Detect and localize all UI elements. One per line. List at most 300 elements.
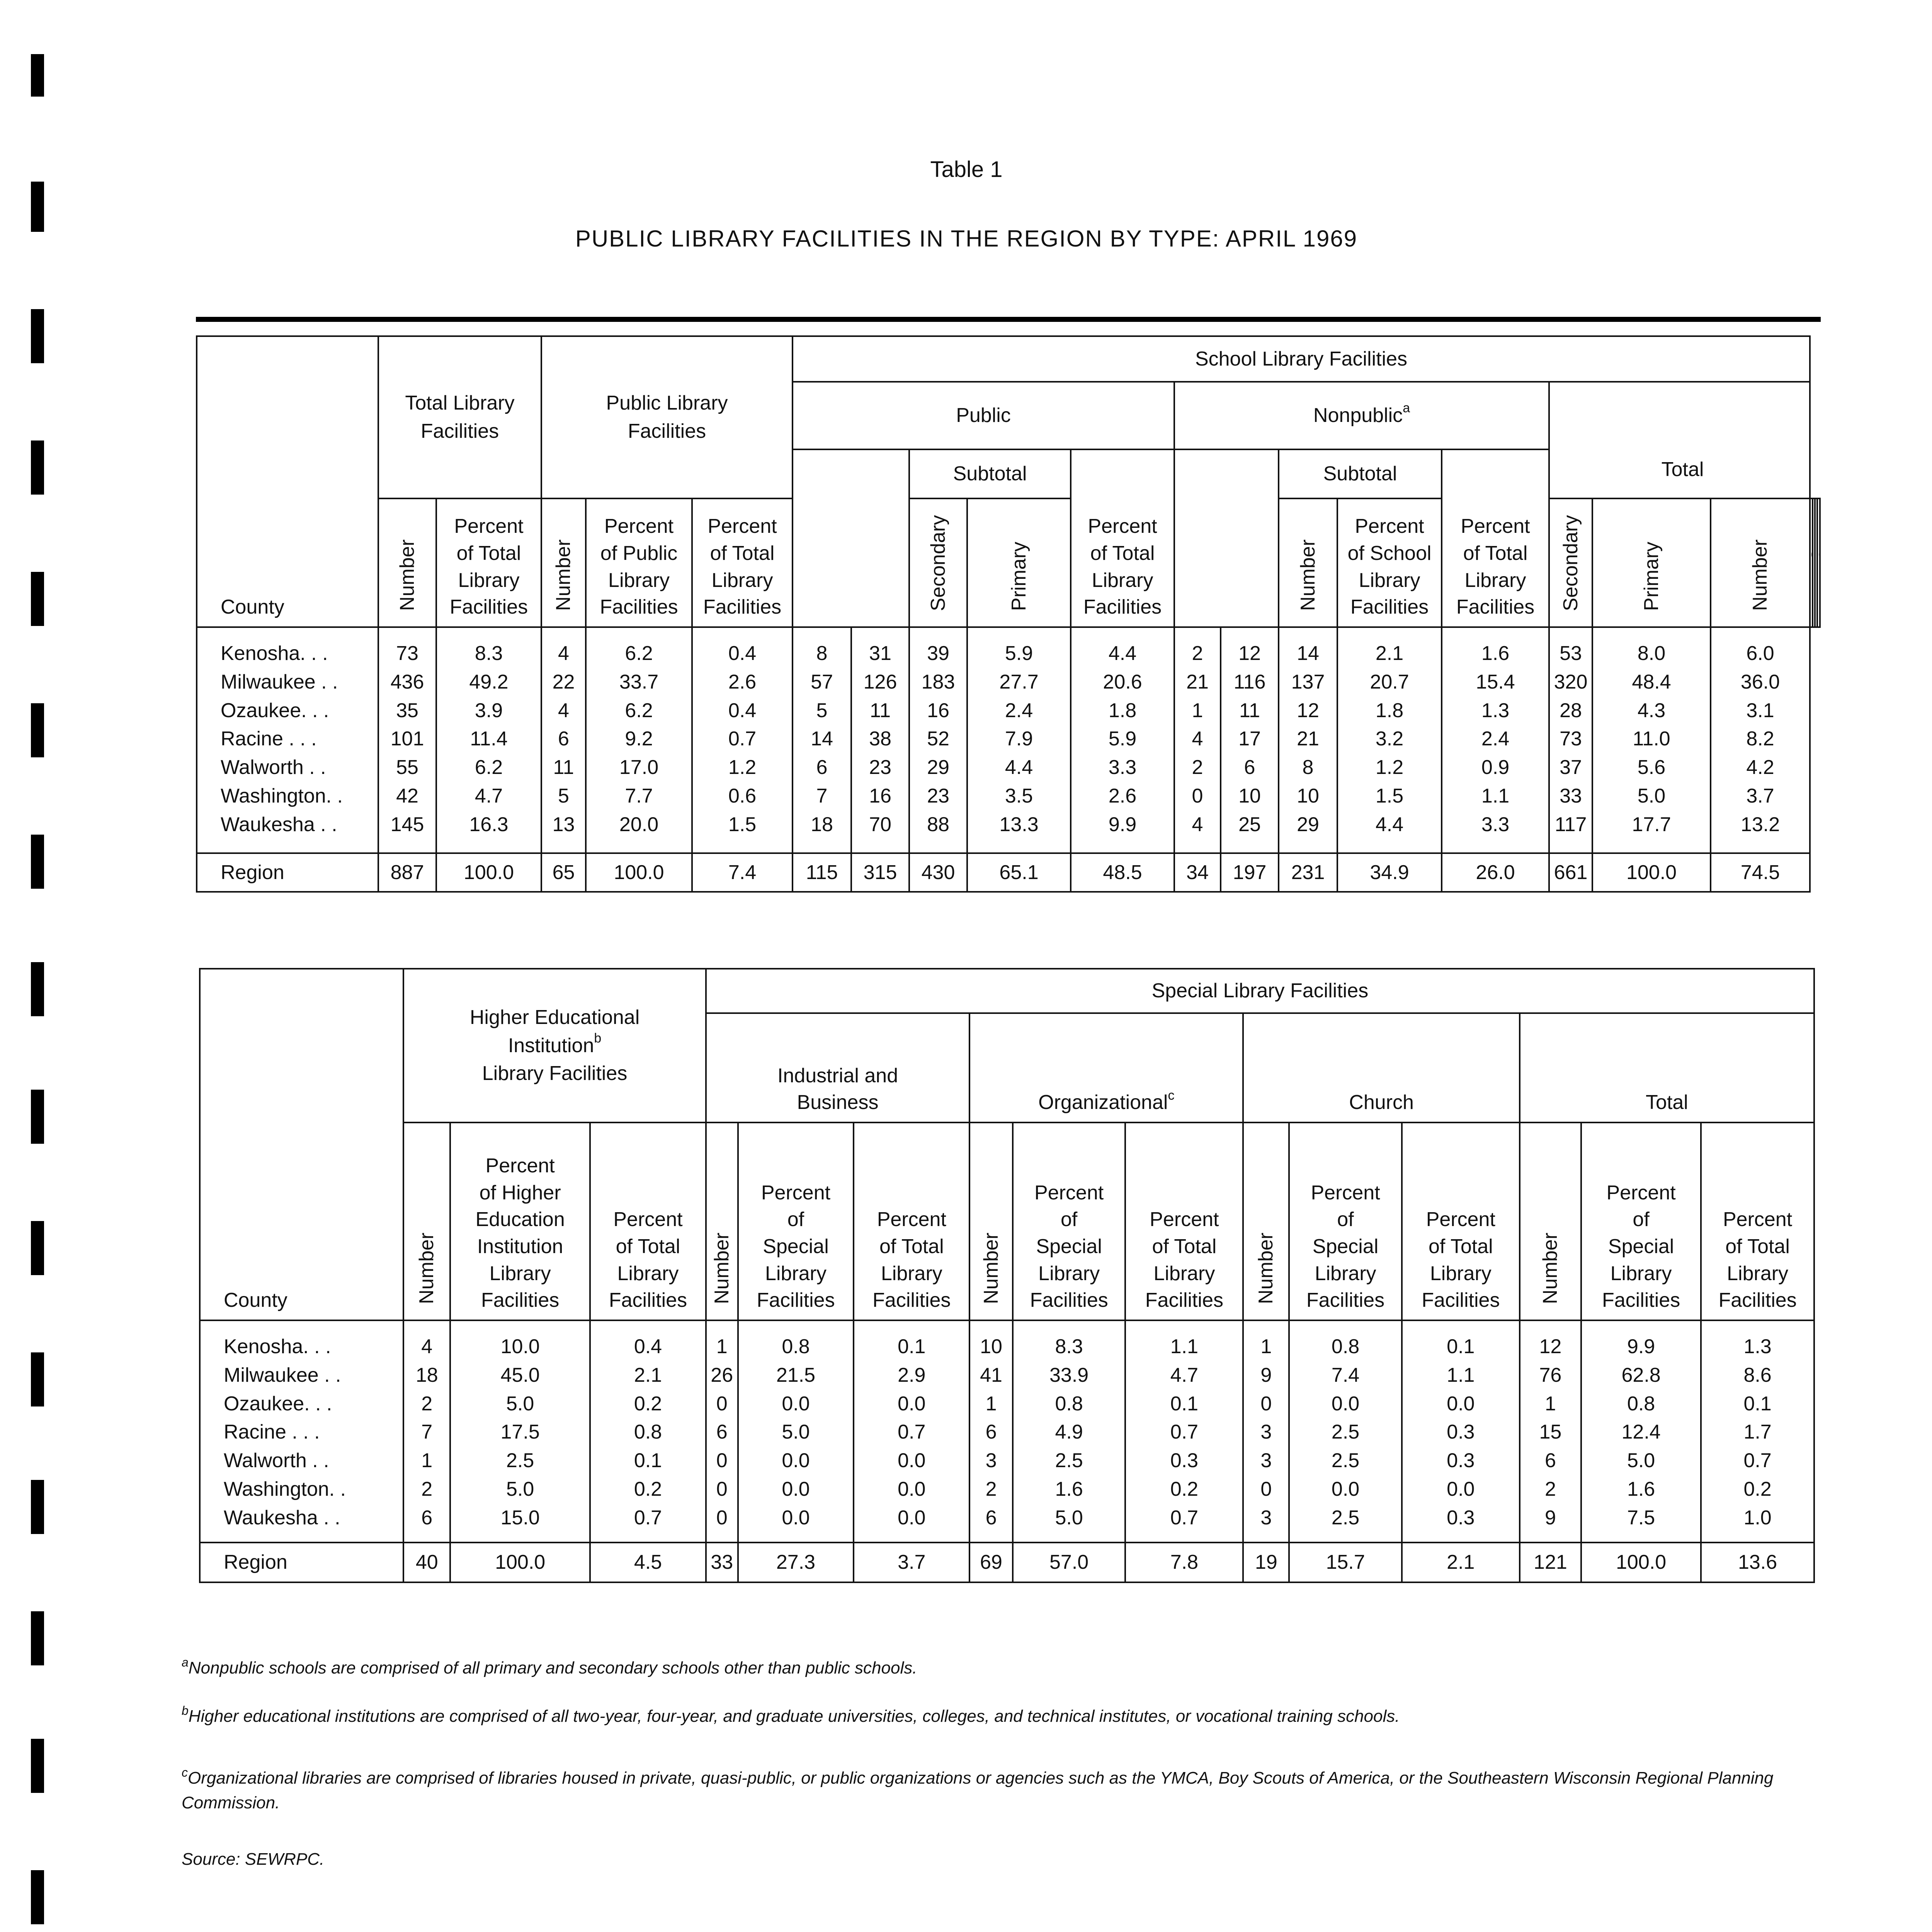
table-cell: 12 bbox=[1297, 699, 1319, 722]
table-cell: 0.1 bbox=[634, 1449, 662, 1472]
table-cell: 9 bbox=[1544, 1506, 1556, 1529]
region-cell: 100.0 bbox=[586, 853, 692, 892]
table-cell: 1.5 bbox=[1375, 785, 1404, 808]
table-cell: 4.4 bbox=[1108, 642, 1137, 665]
region-cell: 100.0 bbox=[1581, 1543, 1701, 1582]
table-cell: 37 bbox=[1560, 756, 1582, 779]
county-rows bbox=[200, 1320, 1814, 1543]
region-cell: 26.0 bbox=[1442, 853, 1549, 892]
table-cell: 29 bbox=[927, 756, 949, 779]
table-cell: 1.3 bbox=[1743, 1335, 1772, 1358]
table-cell: 0.0 bbox=[898, 1478, 926, 1501]
table-cell: 0.1 bbox=[898, 1335, 926, 1358]
data-column bbox=[1549, 627, 1592, 853]
region-cell: 34 bbox=[1174, 853, 1221, 892]
table-cell: 436 bbox=[390, 670, 424, 693]
table-cell: 7.9 bbox=[1005, 728, 1033, 750]
table-cell: 3.1 bbox=[1746, 699, 1774, 722]
table-cell: 2 bbox=[985, 1478, 997, 1501]
pct-special-header: Percent of Special Library Facilities bbox=[1581, 1122, 1701, 1320]
table-cell: 15.4 bbox=[1476, 670, 1515, 693]
table-cell: 41 bbox=[980, 1364, 1002, 1386]
table-cell: 0.7 bbox=[1170, 1421, 1199, 1444]
nonpublic-subtotal-header: Subtotal bbox=[1279, 449, 1442, 498]
scan-mark bbox=[31, 1090, 44, 1144]
table-cell: 117 bbox=[1554, 813, 1587, 836]
data-column bbox=[586, 627, 692, 853]
data-column bbox=[854, 1320, 969, 1543]
table-cell: 55 bbox=[396, 756, 418, 779]
table-cell: 1 bbox=[1192, 699, 1203, 722]
region-cell: 33 bbox=[706, 1543, 738, 1582]
footnote-c: $^c$Organizational libraries are comprised of libraries housed in private, quasi-public, or public organizations or agencies such as the YMCA, Boy Scouts of America, or the Southeastern Wisconsin Regional Planning Commission. bbox=[182, 1765, 1774, 1812]
data-column bbox=[1711, 627, 1810, 853]
pct-total-header: Percent of Total Library Facilities bbox=[1442, 449, 1549, 627]
region-cell: 3.7 bbox=[854, 1543, 969, 1582]
table-cell: 45.0 bbox=[500, 1364, 540, 1386]
table-cell: 9.9 bbox=[1108, 813, 1137, 836]
table-cell: 5.0 bbox=[782, 1421, 810, 1444]
table-cell: 126 bbox=[863, 670, 897, 693]
table-cell: 0.1 bbox=[1447, 1335, 1475, 1358]
table-cell: 2.6 bbox=[728, 670, 757, 693]
table-cell: 1.1 bbox=[1170, 1335, 1199, 1358]
data-column bbox=[1013, 1320, 1126, 1543]
table-cell: 0 bbox=[716, 1478, 728, 1501]
school-library-header: School Library Facilities bbox=[793, 336, 1810, 382]
region-cell: 121 bbox=[1520, 1543, 1581, 1582]
region-row bbox=[197, 853, 1820, 892]
table-cell: 6 bbox=[558, 728, 569, 750]
data-column bbox=[378, 627, 436, 853]
public-school-header: Public bbox=[793, 382, 1174, 449]
table-cell: 5.0 bbox=[506, 1392, 534, 1415]
county-name: Washington. . bbox=[221, 785, 343, 808]
county-name: Ozaukee. . . bbox=[224, 1392, 332, 1415]
region-cell: 57.0 bbox=[1013, 1543, 1126, 1582]
table-cell: 7 bbox=[421, 1421, 433, 1444]
table-cell: 49.2 bbox=[469, 670, 509, 693]
table-cell: 1 bbox=[1544, 1392, 1556, 1415]
data-column bbox=[1221, 627, 1279, 853]
number-header: Number bbox=[969, 1122, 1013, 1320]
region-cell: 40 bbox=[403, 1543, 450, 1582]
pct-school-header: Percent of School Library Facilities bbox=[1337, 498, 1442, 627]
number-header: Number bbox=[1243, 1122, 1289, 1320]
table-cell: 10.0 bbox=[500, 1335, 540, 1358]
table-cell: 35 bbox=[396, 699, 418, 722]
table-cell: 6 bbox=[716, 1421, 728, 1444]
county-name: Racine . . . bbox=[224, 1421, 320, 1444]
number-header: Number bbox=[541, 498, 586, 627]
scan-mark bbox=[31, 962, 44, 1016]
region-cell: 7.4 bbox=[692, 853, 793, 892]
table-cell: 6 bbox=[985, 1506, 997, 1529]
table-cell: 9.9 bbox=[1627, 1335, 1655, 1358]
region-cell: 7.8 bbox=[1125, 1543, 1243, 1582]
pct-special-header: Percent of Special Library Facilities bbox=[738, 1122, 854, 1320]
table-cell: 0.0 bbox=[1331, 1478, 1360, 1501]
table-cell: 7.4 bbox=[1331, 1364, 1360, 1386]
scan-mark bbox=[31, 182, 44, 232]
table-cell: 13.3 bbox=[999, 813, 1039, 836]
table-cell: 3.7 bbox=[1746, 785, 1774, 808]
scan-mark bbox=[31, 309, 44, 363]
table-cell: 16.3 bbox=[469, 813, 509, 836]
region-cell: 65 bbox=[541, 853, 586, 892]
number-header: Number bbox=[1520, 1122, 1581, 1320]
table-cell: 2 bbox=[1192, 756, 1203, 779]
table-cell: 0.0 bbox=[782, 1506, 810, 1529]
table-cell: 1.1 bbox=[1481, 785, 1510, 808]
county-header: County bbox=[200, 969, 403, 1320]
primary-header: Primary bbox=[1592, 498, 1711, 627]
data-column bbox=[793, 627, 851, 853]
table-cell: 137 bbox=[1291, 670, 1325, 693]
pct-special-header: Percent of Special Library Facilities bbox=[1289, 1122, 1402, 1320]
table-cell: 2 bbox=[421, 1392, 433, 1415]
table-cell: 8.2 bbox=[1746, 728, 1774, 750]
table-cell: 5.9 bbox=[1108, 728, 1137, 750]
table-cell: 0 bbox=[716, 1392, 728, 1415]
county-name: Walworth . . bbox=[221, 756, 326, 779]
scan-mark bbox=[31, 1870, 44, 1924]
pct-total-header bbox=[1817, 498, 1820, 627]
data-column bbox=[590, 1320, 706, 1543]
table-cell: 17 bbox=[1238, 728, 1261, 750]
table-cell: 0.1 bbox=[1170, 1392, 1199, 1415]
county-name: Kenosha. . . bbox=[221, 642, 328, 665]
scan-mark bbox=[31, 1611, 44, 1665]
table-cell: 73 bbox=[396, 642, 418, 665]
table-cell: 38 bbox=[869, 728, 891, 750]
table-cell: 8.3 bbox=[1055, 1335, 1083, 1358]
table-cell: 29 bbox=[1297, 813, 1319, 836]
table-cell: 2.5 bbox=[1331, 1506, 1360, 1529]
table-cell: 20.6 bbox=[1103, 670, 1142, 693]
scan-mark bbox=[31, 835, 44, 889]
scan-mark bbox=[31, 1739, 44, 1793]
table-cell: 11.0 bbox=[1633, 728, 1670, 750]
table-cell: 2.5 bbox=[1055, 1449, 1083, 1472]
table-cell: 9 bbox=[1260, 1364, 1272, 1386]
table-cell: 8.6 bbox=[1743, 1364, 1772, 1386]
table-cell: 0 bbox=[716, 1449, 728, 1472]
scan-mark bbox=[31, 440, 44, 495]
table-cell: 4.7 bbox=[474, 785, 503, 808]
data-column bbox=[909, 627, 967, 853]
table-cell: 76 bbox=[1539, 1364, 1562, 1386]
title-rule bbox=[196, 317, 1821, 322]
number-header: Number bbox=[706, 1122, 738, 1320]
table-cell: 88 bbox=[927, 813, 949, 836]
county-name: Milwaukee . . bbox=[221, 670, 338, 693]
table-cell: 73 bbox=[1560, 728, 1582, 750]
secondary-header: Secondary bbox=[1549, 498, 1592, 627]
table-cell: 2.5 bbox=[1331, 1449, 1360, 1472]
data-column bbox=[738, 1320, 854, 1543]
table-cell: 7.7 bbox=[625, 785, 653, 808]
pct-total-header: Percent of Total Library Facilities bbox=[436, 498, 541, 627]
table-cell: 2.6 bbox=[1108, 785, 1137, 808]
table-cell: 14 bbox=[1297, 642, 1319, 665]
footnote-b: $^b$Higher educational institutions are comprised of all two-year, four-year, and graduate universities, colleges, and technical institutes, or vocational training schools. bbox=[182, 1704, 1400, 1726]
pct-total-header: Percent of Total Library Facilities bbox=[590, 1122, 706, 1320]
table-cell: 48.4 bbox=[1632, 670, 1671, 693]
table-cell: 4 bbox=[558, 699, 569, 722]
data-column bbox=[1402, 1320, 1520, 1543]
table-cell: 4.7 bbox=[1170, 1364, 1199, 1386]
table-cell: 5.0 bbox=[506, 1478, 534, 1501]
county-name: Waukesha . . bbox=[221, 813, 337, 836]
region-cell: 48.5 bbox=[1071, 853, 1174, 892]
table-cell: 0.0 bbox=[782, 1449, 810, 1472]
county-name: Milwaukee . . bbox=[224, 1364, 341, 1386]
table-cell: 0.7 bbox=[634, 1506, 662, 1529]
table-cell: 10 bbox=[1238, 785, 1261, 808]
secondary-header: Secondary bbox=[909, 498, 967, 627]
data-column bbox=[1701, 1320, 1814, 1543]
table-cell: 101 bbox=[390, 728, 424, 750]
table-cell: 9.2 bbox=[625, 728, 653, 750]
table-cell: 2.4 bbox=[1481, 728, 1510, 750]
pct-public-header: Percent of Public Library Facilities bbox=[586, 498, 692, 627]
table-cell: 2 bbox=[1544, 1478, 1556, 1501]
scan-mark bbox=[31, 1352, 44, 1406]
table-cell: 4.4 bbox=[1375, 813, 1404, 836]
table-cell: 0.0 bbox=[782, 1392, 810, 1415]
region-cell: 15.7 bbox=[1289, 1543, 1402, 1582]
table-cell: 5 bbox=[816, 699, 828, 722]
table-cell: 2.1 bbox=[1375, 642, 1404, 665]
table-cell: 3 bbox=[1260, 1506, 1272, 1529]
table-cell: 0.3 bbox=[1447, 1506, 1475, 1529]
table-cell: 6.2 bbox=[474, 756, 503, 779]
table-cell: 4.2 bbox=[1746, 756, 1774, 779]
region-cell: 315 bbox=[851, 853, 909, 892]
pct-total-header: Percent of Total Library Facilities bbox=[1071, 449, 1174, 627]
table-cell: 0.3 bbox=[1447, 1421, 1475, 1444]
region-row bbox=[200, 1543, 1814, 1582]
table-cell: 0.0 bbox=[1331, 1392, 1360, 1415]
table-cell: 0.8 bbox=[1055, 1392, 1083, 1415]
special-library-header: Special Library Facilities bbox=[706, 969, 1814, 1013]
table-cell: 11 bbox=[553, 756, 574, 779]
data-column bbox=[436, 627, 541, 853]
number-header: Number bbox=[1279, 498, 1337, 627]
table-cell: 16 bbox=[927, 699, 949, 722]
table-cell: 5.0 bbox=[1637, 785, 1666, 808]
footnote-a: $^a$Nonpublic schools are comprised of all primary and secondary schools other than public schools. bbox=[182, 1655, 917, 1677]
table-cell: 11 bbox=[1239, 699, 1260, 722]
region-cell: 34.9 bbox=[1337, 853, 1442, 892]
table-cell: 3.3 bbox=[1481, 813, 1510, 836]
table-cell: 1 bbox=[985, 1392, 997, 1415]
table-cell: 6 bbox=[985, 1421, 997, 1444]
table-cell: 0.1 bbox=[1743, 1392, 1772, 1415]
pct-special-header: Percent of Special Library Facilities bbox=[1013, 1122, 1126, 1320]
table-cell: 3 bbox=[1260, 1449, 1272, 1472]
table-cell: 3.5 bbox=[1005, 785, 1033, 808]
table-cell: 0.2 bbox=[1743, 1478, 1772, 1501]
table-cell: 1 bbox=[716, 1335, 728, 1358]
table-cell: 2.5 bbox=[506, 1449, 534, 1472]
county-name: Washington. . bbox=[224, 1478, 346, 1501]
table-title: PUBLIC LIBRARY FACILITIES IN THE REGION BY TYPE: APRIL 1969 bbox=[575, 226, 1358, 252]
table-cell: 0.8 bbox=[1331, 1335, 1360, 1358]
table-cell: 1 bbox=[1260, 1335, 1272, 1358]
county-name: Walworth . . bbox=[224, 1449, 329, 1472]
data-column bbox=[706, 1320, 738, 1543]
table-cell: 0.4 bbox=[728, 642, 757, 665]
table-cell: 10 bbox=[980, 1335, 1002, 1358]
nonpublic-school-header: Nonpublic$^a$ bbox=[1174, 382, 1549, 449]
data-column bbox=[1581, 1320, 1701, 1543]
data-column bbox=[403, 1320, 450, 1543]
region-cell: 100.0 bbox=[436, 853, 541, 892]
table-cell: 4.3 bbox=[1637, 699, 1666, 722]
table-cell: 0.2 bbox=[1170, 1478, 1199, 1501]
table-cell: 0 bbox=[716, 1506, 728, 1529]
table-cell: 1.3 bbox=[1481, 699, 1510, 722]
table-cell: 36.0 bbox=[1740, 670, 1780, 693]
pct-total-header: Percent of Total Library Facilities bbox=[1125, 1122, 1243, 1320]
table-cell: 0.0 bbox=[898, 1392, 926, 1415]
county-names bbox=[200, 1320, 403, 1543]
table-cell: 12 bbox=[1238, 642, 1261, 665]
region-cell: 65.1 bbox=[967, 853, 1071, 892]
table-cell: 1.2 bbox=[1375, 756, 1404, 779]
scan-mark bbox=[31, 54, 44, 97]
region-cell: 661 bbox=[1549, 853, 1592, 892]
table-cell: 15.0 bbox=[500, 1506, 540, 1529]
table-cell: 5.6 bbox=[1637, 756, 1666, 779]
data-column bbox=[1174, 627, 1221, 853]
table-cell: 0.2 bbox=[634, 1478, 662, 1501]
table-cell: 3.9 bbox=[474, 699, 503, 722]
table-cell: 0.9 bbox=[1481, 756, 1510, 779]
table-cell: 10 bbox=[1297, 785, 1319, 808]
table-cell: 0 bbox=[1260, 1478, 1272, 1501]
table-cell: 5.0 bbox=[1627, 1449, 1655, 1472]
table-cell: 0.8 bbox=[1627, 1392, 1655, 1415]
table-cell: 16 bbox=[869, 785, 891, 808]
table-cell: 145 bbox=[390, 813, 424, 836]
table-cell: 22 bbox=[552, 670, 575, 693]
school-library-table bbox=[196, 335, 1821, 893]
table-cell: 6 bbox=[816, 756, 828, 779]
table-cell: 0.6 bbox=[728, 785, 757, 808]
table-cell: 320 bbox=[1554, 670, 1588, 693]
table-cell: 57 bbox=[811, 670, 833, 693]
table-cell: 17.7 bbox=[1632, 813, 1671, 836]
table-cell: 8.0 bbox=[1637, 642, 1666, 665]
table-cell: 7.5 bbox=[1627, 1506, 1655, 1529]
scan-mark bbox=[31, 1480, 44, 1534]
data-column bbox=[1442, 627, 1549, 853]
table-cell: 6 bbox=[421, 1506, 433, 1529]
table-cell: 4 bbox=[421, 1335, 433, 1358]
table-cell: 1.2 bbox=[728, 756, 757, 779]
table-cell: 21 bbox=[1297, 728, 1319, 750]
table-cell: 2.9 bbox=[898, 1364, 926, 1386]
table-cell: 0 bbox=[1260, 1392, 1272, 1415]
region-cell: 19 bbox=[1243, 1543, 1289, 1582]
table-cell: 4 bbox=[1192, 728, 1203, 750]
table-cell: 31 bbox=[869, 642, 891, 665]
region-cell: 100.0 bbox=[1592, 853, 1711, 892]
pct-total-header: Percent of Total Library Facilities bbox=[1701, 1122, 1814, 1320]
data-column bbox=[851, 627, 909, 853]
number-header: Number bbox=[378, 498, 436, 627]
table-cell: 1.1 bbox=[1447, 1364, 1475, 1386]
public-library-header: Public Library Facilities bbox=[541, 336, 793, 498]
table-cell: 0.3 bbox=[1447, 1449, 1475, 1472]
table-cell: 1.8 bbox=[1108, 699, 1137, 722]
table-cell: 17.5 bbox=[500, 1421, 540, 1444]
table-cell: 33.7 bbox=[619, 670, 659, 693]
table-cell: 0.0 bbox=[898, 1506, 926, 1529]
data-column bbox=[1279, 627, 1337, 853]
special-total-header: Total bbox=[1520, 1013, 1814, 1122]
table-cell: 0.8 bbox=[634, 1421, 662, 1444]
table-cell: 6.2 bbox=[625, 699, 653, 722]
table-cell: 4.4 bbox=[1005, 756, 1033, 779]
scan-mark bbox=[31, 703, 44, 757]
data-column bbox=[1592, 627, 1711, 853]
higher-ed-header: Higher Educational Institution$^b$ Library Facilities bbox=[403, 969, 706, 1122]
table-cell: 8 bbox=[816, 642, 828, 665]
table-cell: 15 bbox=[1539, 1421, 1562, 1444]
table-cell: 5.9 bbox=[1005, 642, 1033, 665]
table-cell: 0.8 bbox=[782, 1335, 810, 1358]
table-cell: 52 bbox=[927, 728, 949, 750]
table-cell: 0 bbox=[1192, 785, 1203, 808]
table-cell: 33 bbox=[1560, 785, 1582, 808]
public-subtotal-header: Subtotal bbox=[909, 449, 1071, 498]
table-cell: 28 bbox=[1560, 699, 1582, 722]
county-name: Kenosha. . . bbox=[224, 1335, 331, 1358]
table-cell: 53 bbox=[1560, 642, 1582, 665]
table-cell: 62.8 bbox=[1621, 1364, 1661, 1386]
number-header: Number bbox=[403, 1122, 450, 1320]
table-cell: 11 bbox=[870, 699, 891, 722]
region-cell: 430 bbox=[909, 853, 967, 892]
region-label: Region bbox=[197, 853, 378, 892]
data-column bbox=[541, 627, 586, 853]
county-name: Racine . . . bbox=[221, 728, 317, 750]
table-cell: 4.9 bbox=[1055, 1421, 1083, 1444]
table-cell: 0.7 bbox=[1743, 1449, 1772, 1472]
number-header: Number bbox=[1711, 498, 1810, 627]
region-cell: 197 bbox=[1221, 853, 1279, 892]
table-cell: 7 bbox=[816, 785, 828, 808]
table-cell: 13 bbox=[552, 813, 575, 836]
scan-mark bbox=[31, 572, 44, 626]
table-cell: 17.0 bbox=[619, 756, 659, 779]
table-cell: 1.6 bbox=[1481, 642, 1510, 665]
table-cell: 1.8 bbox=[1375, 699, 1404, 722]
pct-total-header: Percent of Total Library Facilities bbox=[1402, 1122, 1520, 1320]
data-column bbox=[1071, 627, 1174, 853]
table-cell: 2 bbox=[421, 1478, 433, 1501]
data-column bbox=[1520, 1320, 1581, 1543]
table-cell: 12 bbox=[1539, 1335, 1562, 1358]
table-cell: 0.0 bbox=[1447, 1478, 1475, 1501]
table-cell: 0.4 bbox=[728, 699, 757, 722]
table-cell: 0.4 bbox=[634, 1335, 662, 1358]
table-cell: 21.5 bbox=[776, 1364, 816, 1386]
